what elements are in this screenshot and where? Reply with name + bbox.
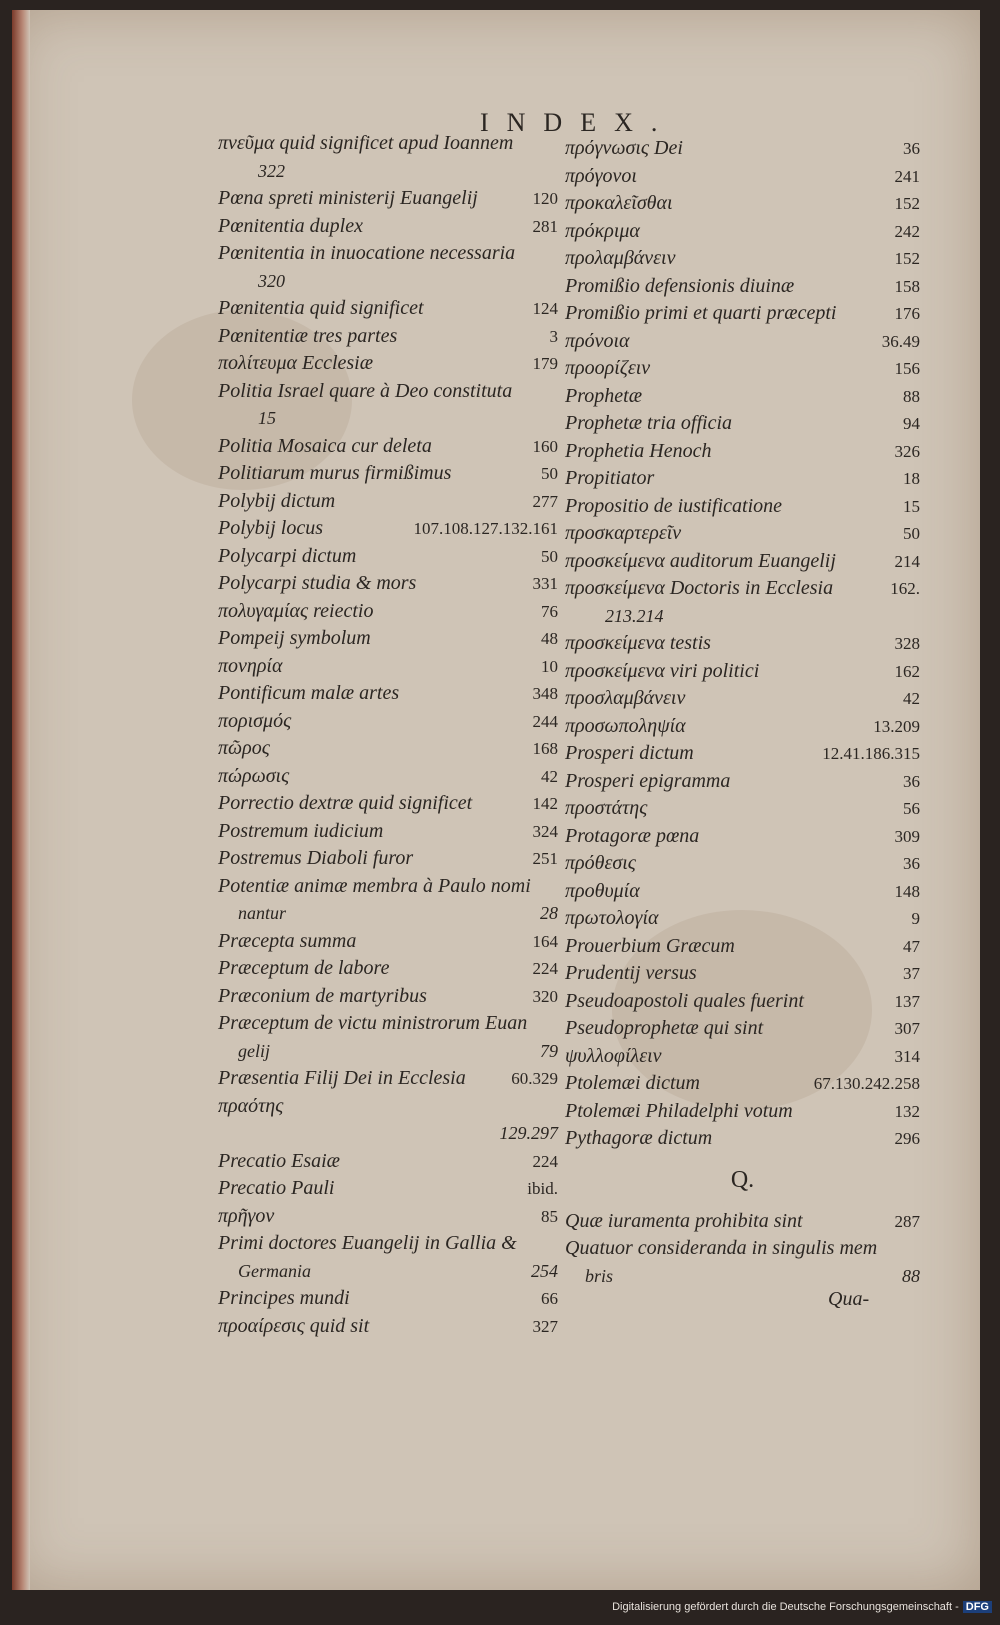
index-page-ref: 327 — [532, 1316, 558, 1336]
index-entry — [218, 185, 558, 213]
index-term: πρόκριμα — [565, 219, 640, 242]
index-entry — [565, 905, 920, 933]
index-page-ref: 66 — [541, 1289, 558, 1308]
index-page-ref: 42 — [903, 689, 920, 708]
index-page-ref: 331 — [532, 574, 558, 593]
index-page-ref: 314 — [894, 1046, 920, 1066]
index-term: Quatuor consideranda in singulis mem — [565, 1237, 878, 1259]
index-term: Præceptum de victu ministrorum Euan — [218, 1012, 528, 1034]
index-page-ref: 179 — [532, 354, 558, 373]
index-term: Protagoræ pœna — [565, 824, 700, 847]
index-entry — [565, 520, 920, 548]
page-header: INDEX. — [480, 108, 676, 137]
index-page-ref: 244 — [532, 711, 558, 731]
index-term: προστάτης — [565, 797, 648, 819]
index-entry — [218, 1065, 558, 1093]
index-entry — [218, 983, 558, 1011]
index-page-ref: 320 — [532, 986, 558, 1006]
index-entry-continuation — [218, 1120, 558, 1148]
index-term: προκαλεῖσθαι — [565, 192, 673, 214]
index-term: Prophetæ — [565, 384, 643, 407]
index-term: Promißio defensionis diuinæ — [565, 274, 795, 297]
index-term: προσκείμενα auditorum Euangelij — [565, 549, 836, 572]
index-entry — [565, 163, 920, 191]
index-entry — [218, 433, 558, 461]
index-page-ref: 88 — [902, 1265, 920, 1286]
index-entry — [218, 460, 558, 488]
index-page-ref: 12.41.186.315 — [822, 744, 920, 763]
index-term: Porrectio dextræ quid significet — [218, 792, 473, 814]
index-term: προσκείμενα viri politici — [565, 659, 760, 682]
index-page-ref: 242 — [894, 221, 920, 241]
index-term: Pseudoprophetæ qui sint — [565, 1017, 764, 1039]
index-term: Primi doctores Euangelij in Gallia & — [218, 1232, 517, 1254]
index-page-ref: 67.130.242.258 — [813, 1074, 920, 1093]
index-term: Polycarpi dictum — [218, 544, 357, 567]
index-entry — [218, 873, 558, 901]
index-entry — [565, 465, 920, 493]
index-page-ref: 36 — [903, 854, 920, 873]
index-entry — [218, 130, 558, 158]
continuation-text: Germania — [238, 1260, 311, 1281]
continuation-text: nantur — [238, 903, 287, 923]
index-page-ref: 10 — [541, 656, 558, 676]
index-term: Pœna spreti ministerij Euangelij — [218, 187, 478, 209]
index-term: προσκαρτερεῖν — [565, 522, 682, 544]
continuation-text: 213.214 — [605, 605, 664, 626]
index-entry — [565, 988, 920, 1016]
index-page-ref: 251 — [532, 849, 558, 868]
index-entry-continuation — [218, 1038, 558, 1066]
index-term: πρόγονοι — [565, 164, 637, 187]
index-page-ref: 88 — [903, 386, 920, 406]
index-term: προσλαμβάνειν — [565, 687, 686, 709]
index-page-ref: 137 — [894, 991, 920, 1011]
index-term: Propositio de iustificatione — [565, 494, 783, 517]
index-entry — [218, 213, 558, 241]
index-term: προαίρεσις quid sit — [218, 1314, 370, 1337]
index-entry — [218, 598, 558, 626]
index-entry — [218, 708, 558, 736]
index-entry-continuation — [218, 268, 558, 296]
index-page-ref: 328 — [894, 634, 920, 653]
index-term: Propitiator — [565, 467, 655, 489]
index-entry — [565, 410, 920, 438]
index-term: Prophetia Henoch — [565, 439, 712, 462]
index-page-ref: 124 — [532, 299, 558, 318]
index-entry — [218, 955, 558, 983]
index-entry — [218, 570, 558, 598]
index-page-ref: 79 — [540, 1040, 558, 1061]
continuation-text: bris — [585, 1265, 614, 1286]
index-term: προθυμία — [565, 879, 640, 902]
index-term: Polybij dictum — [218, 489, 336, 512]
continuation-text: 322 — [258, 160, 285, 181]
continuation-text: gelij — [238, 1040, 270, 1061]
index-page-ref: 129.297 — [499, 1123, 558, 1143]
index-entry — [565, 1098, 920, 1126]
index-page-ref: 164 — [532, 931, 558, 951]
index-entry — [565, 135, 920, 163]
index-term: Postremum iudicium — [218, 819, 384, 842]
index-page-ref: 296 — [894, 1129, 920, 1148]
index-page-ref: 324 — [532, 821, 558, 841]
index-page-ref: 18 — [903, 469, 920, 488]
index-entry — [218, 1010, 558, 1038]
index-page-ref: 48 — [541, 629, 558, 648]
index-entry — [218, 818, 558, 846]
index-term: πρόθεσις — [565, 852, 636, 874]
index-term: πονηρία — [218, 654, 283, 677]
continuation-text: 320 — [258, 270, 285, 291]
index-term: Politia Mosaica cur deleta — [218, 434, 432, 457]
index-page-ref: 36 — [903, 139, 920, 158]
index-term: προσκείμενα testis — [565, 632, 711, 654]
index-term: Pœnitentia duplex — [218, 214, 363, 237]
index-page-ref: 36.49 — [881, 331, 920, 351]
index-column-left — [218, 130, 558, 1340]
index-entry — [218, 1285, 558, 1313]
index-term: πρόγνωσις Dei — [565, 137, 683, 159]
index-entry — [565, 740, 920, 768]
index-entry — [565, 1043, 920, 1071]
index-entry — [218, 295, 558, 323]
index-term: προσωποληψία — [565, 714, 686, 737]
index-term: Ptolemæi dictum — [565, 1072, 700, 1094]
index-entry — [565, 438, 920, 466]
index-term: Pœnitentia in inuocatione necessaria — [218, 242, 516, 264]
index-entry-continuation — [565, 603, 920, 631]
index-page-ref: 120 — [532, 189, 558, 208]
index-page-ref: 13.209 — [873, 716, 920, 736]
index-term: προορίζειν — [565, 357, 651, 379]
index-entry — [565, 933, 920, 961]
index-entry — [218, 845, 558, 873]
index-term: Præcepta summa — [218, 929, 357, 952]
index-entry — [565, 1235, 920, 1263]
index-term: Præconium de martyribus — [218, 984, 427, 1007]
catchword: Qua- — [828, 1288, 870, 1310]
index-entry — [565, 493, 920, 521]
index-term: Politia Israel quare à Deo constituta — [218, 379, 513, 402]
index-page-ref: 28 — [540, 903, 558, 923]
index-page-ref: 277 — [532, 491, 558, 511]
index-entry — [565, 1070, 920, 1098]
index-term: πνεῦμα quid significet apud Ioannem — [218, 132, 514, 154]
index-page-ref: 152 — [894, 249, 920, 268]
index-entry — [218, 1230, 558, 1258]
index-term: πρόνοια — [565, 329, 630, 352]
index-entry — [218, 1093, 558, 1121]
index-term: πραότης — [218, 1094, 284, 1117]
index-entry — [218, 323, 558, 351]
index-page-ref: 85 — [541, 1206, 558, 1226]
index-page-ref: 3 — [549, 326, 558, 346]
index-entry — [218, 653, 558, 681]
index-page-ref: 156 — [894, 359, 920, 378]
index-entry — [218, 350, 558, 378]
index-page-ref: 15 — [903, 496, 920, 516]
index-page-ref: 36 — [903, 771, 920, 791]
index-page-ref: 224 — [532, 959, 558, 978]
index-term: Præceptum de labore — [218, 957, 390, 979]
index-entry — [218, 1175, 558, 1203]
index-page-ref: 160 — [532, 436, 558, 456]
index-page-ref: 50 — [903, 524, 920, 543]
index-term: πρωτολογία — [565, 907, 659, 929]
index-entry — [565, 713, 920, 741]
page-binding-edge — [12, 10, 30, 1590]
dfg-logo: DFG — [963, 1601, 992, 1613]
index-entry — [565, 630, 920, 658]
index-page-ref: 50 — [541, 546, 558, 566]
index-term: Pompeij symbolum — [218, 627, 371, 649]
index-entry — [565, 1125, 920, 1153]
index-entry — [565, 300, 920, 328]
index-term: Pseudoapostoli quales fuerint — [565, 989, 804, 1012]
index-entry — [218, 1203, 558, 1231]
index-entry — [565, 383, 920, 411]
index-term: πώρωσις — [218, 764, 290, 787]
index-entry — [565, 960, 920, 988]
index-entry — [218, 1313, 558, 1341]
footer-text: Digitalisierung gefördert durch die Deutsche Forschungsgemeinschaft - — [612, 1601, 959, 1613]
index-term: πολίτευμα Ecclesiæ — [218, 352, 374, 374]
index-entry — [218, 928, 558, 956]
index-term: Ptolemæi Philadelphi votum — [565, 1099, 793, 1122]
index-page-ref: 76 — [541, 601, 558, 621]
index-entry — [218, 1148, 558, 1176]
index-term: προσκείμενα Doctoris in Ecclesia — [565, 577, 834, 599]
index-page-ref: 307 — [894, 1019, 920, 1038]
index-entry — [218, 488, 558, 516]
index-page-ref: 148 — [894, 881, 920, 901]
index-term: Pœnitentiæ tres partes — [218, 324, 398, 347]
index-term: πῶρος — [218, 737, 270, 759]
index-entry — [565, 245, 920, 273]
continuation-text — [218, 1120, 238, 1148]
index-term: Pontificum malæ artes — [218, 682, 400, 704]
index-term: Prophetæ tria officia — [565, 412, 733, 434]
index-page-ref: 326 — [894, 441, 920, 461]
index-entry — [565, 190, 920, 218]
index-page-ref: 94 — [903, 414, 920, 433]
index-term: Quæ iuramenta prohibita sint — [565, 1209, 803, 1232]
index-page-ref: 348 — [532, 684, 558, 703]
index-page-ref: 132 — [894, 1101, 920, 1121]
index-entry — [218, 240, 558, 268]
index-term: Precatio Pauli — [218, 1177, 335, 1199]
index-page-ref: 152 — [894, 194, 920, 213]
index-page-ref: 168 — [532, 739, 558, 758]
index-entry-continuation — [218, 900, 558, 928]
index-entry — [218, 625, 558, 653]
index-term: Promißio primi et quarti præcepti — [565, 302, 837, 324]
index-term: Pœnitentia quid significet — [218, 297, 424, 319]
index-entry — [565, 823, 920, 851]
index-term: πορισμός — [218, 709, 292, 732]
index-term: Pythagoræ dictum — [565, 1127, 713, 1149]
index-term: Precatio Esaiæ — [218, 1149, 341, 1172]
index-entry — [218, 763, 558, 791]
index-term: Prouerbium Græcum — [565, 934, 735, 957]
index-entry — [565, 328, 920, 356]
index-entry — [565, 768, 920, 796]
index-entry — [565, 658, 920, 686]
index-entry-continuation — [565, 1263, 920, 1291]
index-page-ref: 287 — [894, 1211, 920, 1231]
index-term: Prosperi dictum — [565, 742, 694, 764]
index-entry — [565, 218, 920, 246]
index-term: προλαμβάνειν — [565, 247, 676, 269]
index-page-ref: 214 — [894, 551, 920, 571]
index-page-ref: 281 — [532, 216, 558, 236]
index-column-right — [565, 135, 920, 1290]
continuation-text: 15 — [258, 408, 276, 428]
index-term: Præsentia Filij Dei in Ecclesia — [218, 1067, 466, 1089]
index-page-ref: 47 — [903, 936, 920, 956]
section-letter-q: Q. — [730, 1166, 755, 1193]
index-term: Polybij locus — [218, 517, 323, 539]
index-page-ref: 60.329 — [511, 1069, 558, 1088]
index-term: πολυγαμίας reiectio — [218, 599, 374, 622]
index-term: Potentiæ animæ membra à Paulo nomi — [218, 874, 531, 897]
index-term: Prudentij versus — [565, 962, 697, 984]
index-page-ref: 56 — [903, 799, 920, 818]
index-page-ref: ibid. — [527, 1179, 558, 1198]
index-entry — [218, 680, 558, 708]
index-page-ref: 162. — [890, 579, 920, 598]
index-entry — [565, 850, 920, 878]
index-page-ref: 42 — [541, 766, 558, 786]
index-entry-continuation — [218, 158, 558, 186]
index-page-ref: 9 — [911, 909, 920, 928]
index-entry — [218, 515, 558, 543]
index-page-ref: 50 — [541, 464, 558, 483]
index-term: Prosperi epigramma — [565, 769, 731, 792]
index-term: Polycarpi studia & mors — [218, 572, 417, 594]
index-entry — [565, 685, 920, 713]
index-term: Politiarum murus firmißimus — [218, 462, 452, 484]
index-entry — [218, 790, 558, 818]
index-page-ref: 224 — [532, 1151, 558, 1171]
index-entry — [565, 795, 920, 823]
index-entry-continuation — [218, 405, 558, 433]
index-page-ref: 241 — [894, 166, 920, 186]
index-page-ref: 309 — [894, 826, 920, 846]
index-page-ref: 176 — [894, 304, 920, 323]
index-entry — [565, 355, 920, 383]
index-term: Postremus Diaboli furor — [218, 847, 414, 869]
digitization-footer — [612, 1601, 992, 1613]
index-page-ref: 162 — [894, 661, 920, 681]
index-entry — [218, 735, 558, 763]
index-page-ref: 37 — [903, 964, 920, 983]
index-entry-continuation — [218, 1258, 558, 1286]
index-term: Principes mundi — [218, 1287, 350, 1309]
index-page-ref: 254 — [531, 1260, 558, 1281]
index-page-ref: 107.108.127.132.161 — [413, 519, 558, 538]
index-entry — [565, 878, 920, 906]
index-entry — [218, 543, 558, 571]
index-term: πρῆγον — [218, 1204, 275, 1227]
index-page-ref: 158 — [894, 276, 920, 296]
index-term: ψυλλοφίλειν — [565, 1044, 662, 1067]
index-entry — [565, 1208, 920, 1236]
index-entry — [565, 575, 920, 603]
index-entry — [218, 378, 558, 406]
index-entry — [565, 548, 920, 576]
index-page-ref: 142 — [532, 794, 558, 813]
index-entry — [565, 1015, 920, 1043]
index-entry — [565, 273, 920, 301]
